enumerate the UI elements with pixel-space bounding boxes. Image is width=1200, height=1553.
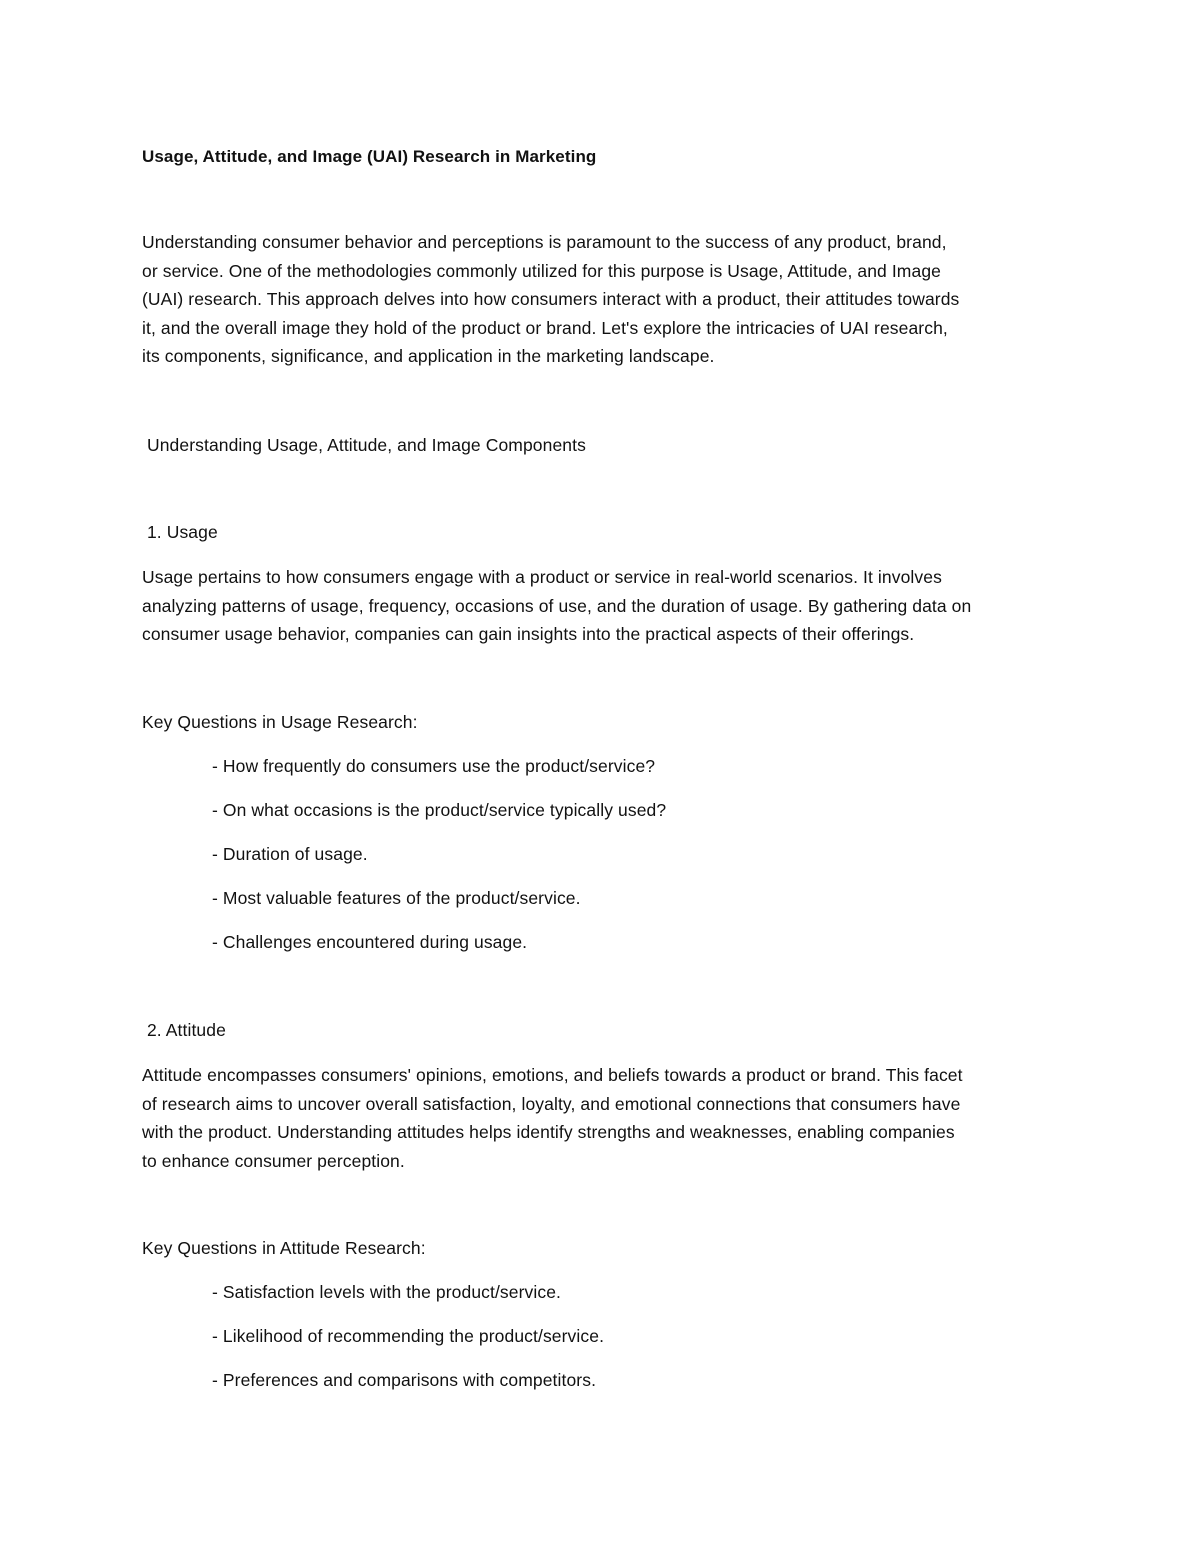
section-heading: Understanding Usage, Attitude, and Image Components xyxy=(142,435,586,455)
usage-paragraph xyxy=(142,563,1082,649)
usage-question-item: - Challenges encountered during usage. xyxy=(212,932,528,952)
attitude-questions-heading: Key Questions in Attitude Research: xyxy=(142,1238,426,1258)
intro-line: Understanding consumer behavior and perceptions is paramount to the success of any product, brand, xyxy=(142,232,947,252)
usage-line: Usage pertains to how consumers engage with a product or service in real-world scenarios. It involves xyxy=(142,567,942,587)
document-title: Usage, Attitude, and Image (UAI) Research in Marketing xyxy=(142,147,597,166)
attitude-question-item: - Preferences and comparisons with competitors. xyxy=(212,1370,597,1390)
intro-line: or service. One of the methodologies commonly utilized for this purpose is Usage, Attitude, and Image xyxy=(142,260,941,281)
attitude-line: of research aims to uncover overall satisfaction, loyalty, and emotional connections that consumers have xyxy=(142,1093,961,1114)
intro-paragraph xyxy=(142,228,1082,371)
usage-question-item: - On what occasions is the product/service typically used? xyxy=(212,800,667,820)
attitude-heading: 2. Attitude xyxy=(142,1020,226,1040)
usage-line: consumer usage behavior, companies can gain insights into the practical aspects of their offerings. xyxy=(142,624,915,645)
usage-question-item: - Most valuable features of the product/service. xyxy=(212,888,581,908)
attitude-paragraph xyxy=(142,1061,1082,1175)
usage-line: analyzing patterns of usage, frequency, occasions of use, and the duration of usage. By gathering data on xyxy=(142,595,972,616)
intro-line: it, and the overall image they hold of the product or brand. Let's explore the intricacies of UAI research, xyxy=(142,317,948,338)
attitude-line: to enhance consumer perception. xyxy=(142,1150,405,1171)
attitude-question-item: - Likelihood of recommending the product/service. xyxy=(212,1326,605,1346)
intro-line: its components, significance, and application in the marketing landscape. xyxy=(142,346,715,367)
usage-questions-heading: Key Questions in Usage Research: xyxy=(142,712,418,732)
attitude-line: with the product. Understanding attitudes helps identify strengths and weaknesses, enabling companies xyxy=(142,1122,955,1143)
usage-question-item: - Duration of usage. xyxy=(212,844,368,864)
usage-heading: 1. Usage xyxy=(142,522,218,542)
intro-line: (UAI) research. This approach delves into how consumers interact with a product, their attitudes towards xyxy=(142,289,960,310)
attitude-question-item: - Satisfaction levels with the product/service. xyxy=(212,1282,562,1302)
usage-question-item: - How frequently do consumers use the product/service? xyxy=(212,756,656,776)
attitude-line: Attitude encompasses consumers' opinions, emotions, and beliefs towards a product or brand. This facet xyxy=(142,1065,963,1085)
